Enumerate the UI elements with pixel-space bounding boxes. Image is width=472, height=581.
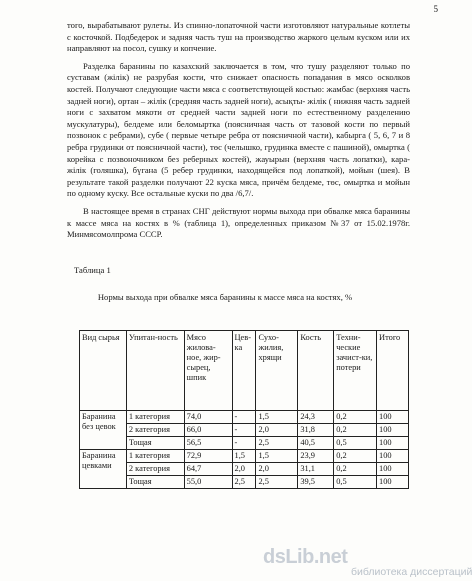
table-cell: 100 [377,450,409,463]
group-name-cell: Баранина цевками [80,450,127,489]
table-row [80,411,409,424]
table-cell: 0,5 [334,476,377,489]
table-row [80,450,409,463]
watermark-tagline: библиотека диссертаций [351,566,472,578]
table-cell: 72,9 [184,450,232,463]
table-cell: 1 категория [126,450,184,463]
header-cell: Мясо жилова-ное, жир-сырец, шпик [184,331,232,411]
header-cell: Сухо-жилия, хрящи [256,331,298,411]
table-cell: 2,0 [256,424,298,437]
table-cell: 31,8 [298,424,334,437]
table-cell: 100 [377,424,409,437]
header-cell: Итого [377,331,409,411]
table-cell: 64,7 [184,463,232,476]
table-cell: 100 [377,476,409,489]
table-cell: 24,3 [298,411,334,424]
header-cell: Кость [298,331,334,411]
table-cell: 100 [377,411,409,424]
table-cell: 0,2 [334,450,377,463]
paragraph-2: Разделка баранины по казахский заключается в том, что тушу разделяют только по суставам (жілік) не разрубая кости, что снижает опасность попадания в мясо осколков костей. Получают следующие части мяса с соответствующей костью: жамбас (верхняя часть задней ноги), ортан – жілік (средняя часть задней ноги), асықты- жілік ( нижняя часть задней ноги с захватом мякоти от средней части задней ноги по естественному разделению мускулатуры), белдеме или беломыртка (поясничная часть от тазовой кости по первый позвонок с ребрами), субе ( первые четыре ребра от поясничной части), кабырга ( 5, 6, 7 и 8 ребра грудинки от поясничной части), төс (челышко, грудинка вместе с пашиной), омыртка ( корейка с позвоночником без реберных костей), жауырын (верхняя часть лопатки), кара-жілік (голяшка), бүгана (5 ребер грудинки, находящейся под лопаткой), мойын (шея). В результате такой разделки получают 22 куска мяса, причём белдеме, төс, омыртка и мойын по одному куску. Все остальные куски по два /6,7/. [67,60,410,199]
header-cell: Вид сырья [80,331,127,411]
table-cell: 2,5 [232,476,256,489]
table-cell: 0,5 [334,437,377,450]
table-cell: 39,5 [298,476,334,489]
table-header-row [80,331,409,411]
watermark-logo [263,546,472,578]
table-cell: 2 категория [126,463,184,476]
table-cell: 74,0 [184,411,232,424]
table-cell: 2 категория [126,424,184,437]
table-cell: Тощая [126,437,184,450]
watermark-mark: dsLib.net [263,546,348,568]
table-label: Таблица 1 [74,265,111,275]
table-row [80,437,409,450]
page-number: 5 [433,4,438,14]
table-cell: - [232,424,256,437]
table-cell: 2,0 [256,463,298,476]
table-cell: 100 [377,463,409,476]
table-cell: - [232,437,256,450]
group-name-cell: Баранина без цевок [80,411,127,450]
table-cell: 66,0 [184,424,232,437]
table-cell: 100 [377,437,409,450]
paragraph-3: В настоящее время в странах СНГ действуют нормы выхода при обвалке мяса баранины к массе мяса на костях в % (таблица 1), определенных приказом №37 от 15.02.1978г. Минмясомолпрома СССР. [67,205,410,240]
table-cell: Тощая [126,476,184,489]
table-cell: 23,9 [298,450,334,463]
table-cell: 31,1 [298,463,334,476]
table-cell: 56,5 [184,437,232,450]
table-row [80,463,409,476]
table-cell: 1 категория [126,411,184,424]
table-cell: 0,2 [334,411,377,424]
header-cell: Упитан-ность [126,331,184,411]
table-cell: 0,2 [334,463,377,476]
table-cell: 2,5 [256,476,298,489]
table-row [80,424,409,437]
table-cell: 2,0 [232,463,256,476]
table-cell: 2,5 [256,437,298,450]
header-cell: Техни-ческие зачист-ки, потери [334,331,377,411]
table-cell: 55,0 [184,476,232,489]
table-cell: 1,5 [256,411,298,424]
yield-table [79,330,409,489]
table-cell: 40,5 [298,437,334,450]
table-cell: - [232,411,256,424]
paragraph-1: того, вырабатывают рулеты. Из спинно-лопаточной части изготовляют натуральные котлеты с косточкой. Подбедерок и задняя часть туш на производство жаркого целым куском или их направляют на посол, сушку и копчение. [67,20,410,54]
header-cell: Цев-ка [232,331,256,411]
table-row [80,476,409,489]
table-cell: 1,5 [256,450,298,463]
table-cell: 1,5 [232,450,256,463]
table-cell: 0,2 [334,424,377,437]
body-text [67,20,410,241]
table-caption: Нормы выхода при обвалке мяса баранины к массе мяса на костях, % [97,292,353,302]
